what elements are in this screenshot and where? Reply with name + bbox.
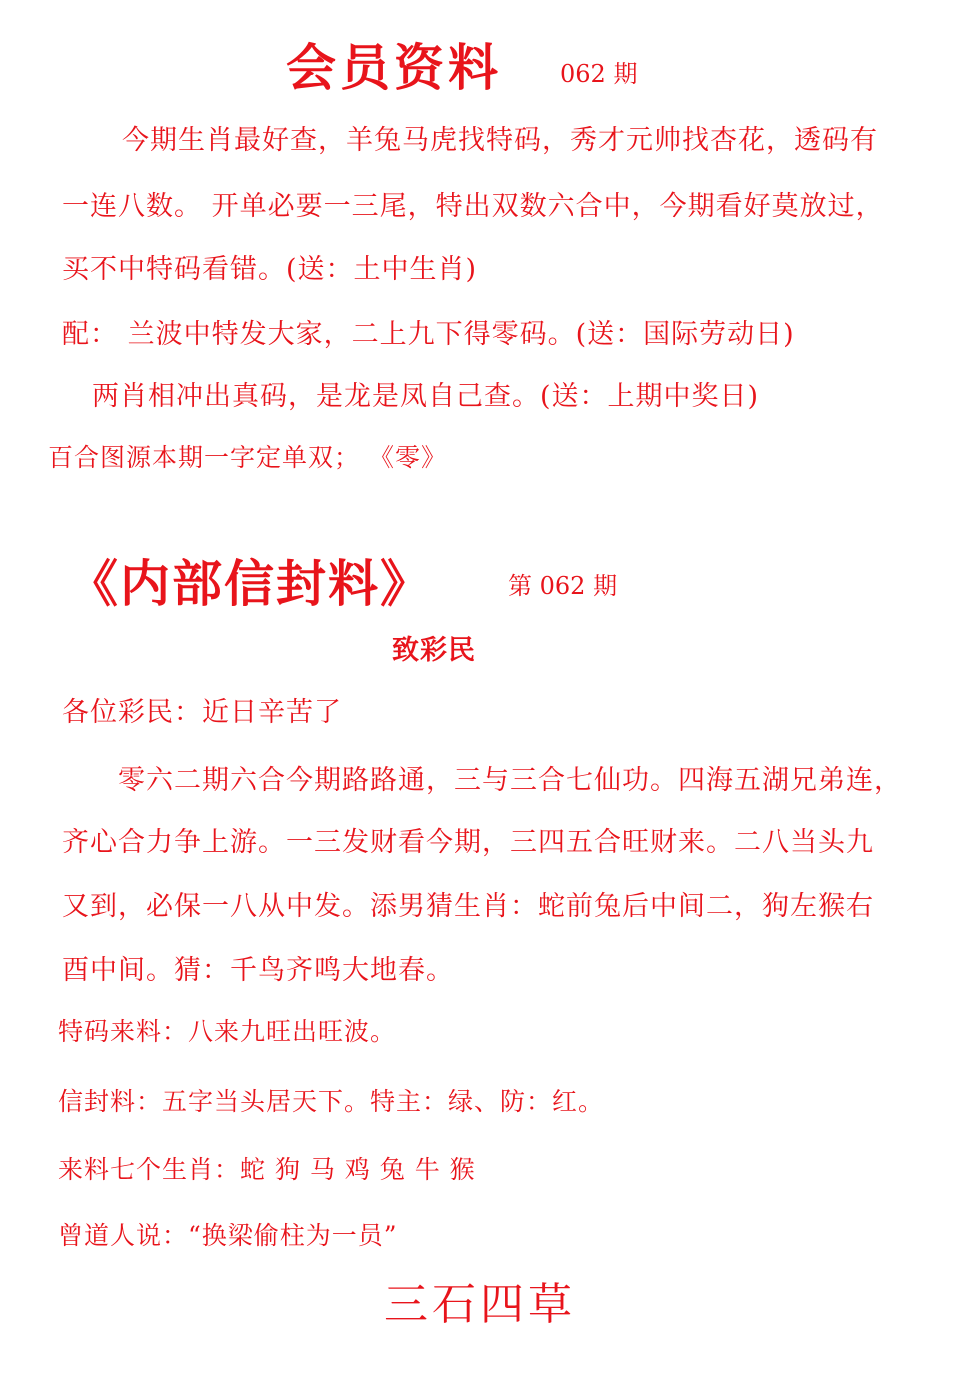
section1-line: 买不中特码看错。(送：土中生肖) [62,254,478,285]
section2-subtitle: 致彩民 [392,635,476,666]
section2-line: 齐心合力争上游。一三发财看今期，三四五合旺财来。二八当头九 [62,827,874,858]
section2-greeting: 各位彩民：近日辛苦了 [62,697,342,728]
section1-line: 配： 兰波中特发大家，二上九下得零码。(送：国际劳动日) [62,319,795,350]
section2-line: 又到，必保一八从中发。添男猜生肖：蛇前兔后中间二，狗左猴右 [62,891,874,922]
section1-line: 一连八数。 开单必要一三尾，特出双数六合中，今期看好莫放过， [62,191,884,222]
section2-line: 曾道人说：“换梁偷柱为一员” [58,1221,398,1250]
section2-line: 信封料：五字当头居天下。特主：绿、防：红。 [58,1087,605,1116]
signature: 三石四草 [384,1279,576,1330]
section2-line: 酉中间。猜：千鸟齐鸣大地春。 [62,955,454,986]
section1-line: 两肖相冲出真码，是龙是凤自己查。(送：上期中奖日) [92,381,760,412]
section2-line: 来料七个生肖：蛇 狗 马 鸡 兔 牛 猴 [58,1155,476,1184]
section1-line: 百合图源本期一字定单双； 《零》 [48,443,447,472]
section2-line: 零六二期六合今期路路通，三与三合七仙功。四海五湖兄弟连， [118,765,902,796]
section2-issue: 第 062 期 [508,572,618,600]
section1-title: 会员资料 [286,38,502,97]
section2-line: 特码来料：八来九旺出旺波。 [58,1017,397,1046]
section1-line: 今期生肖最好查，羊兔马虎找特码，秀才元帅找杏花，透码有 [122,125,878,156]
section2-title: 《内部信封料》 [68,554,432,613]
section1-issue: 062 期 [560,60,638,88]
